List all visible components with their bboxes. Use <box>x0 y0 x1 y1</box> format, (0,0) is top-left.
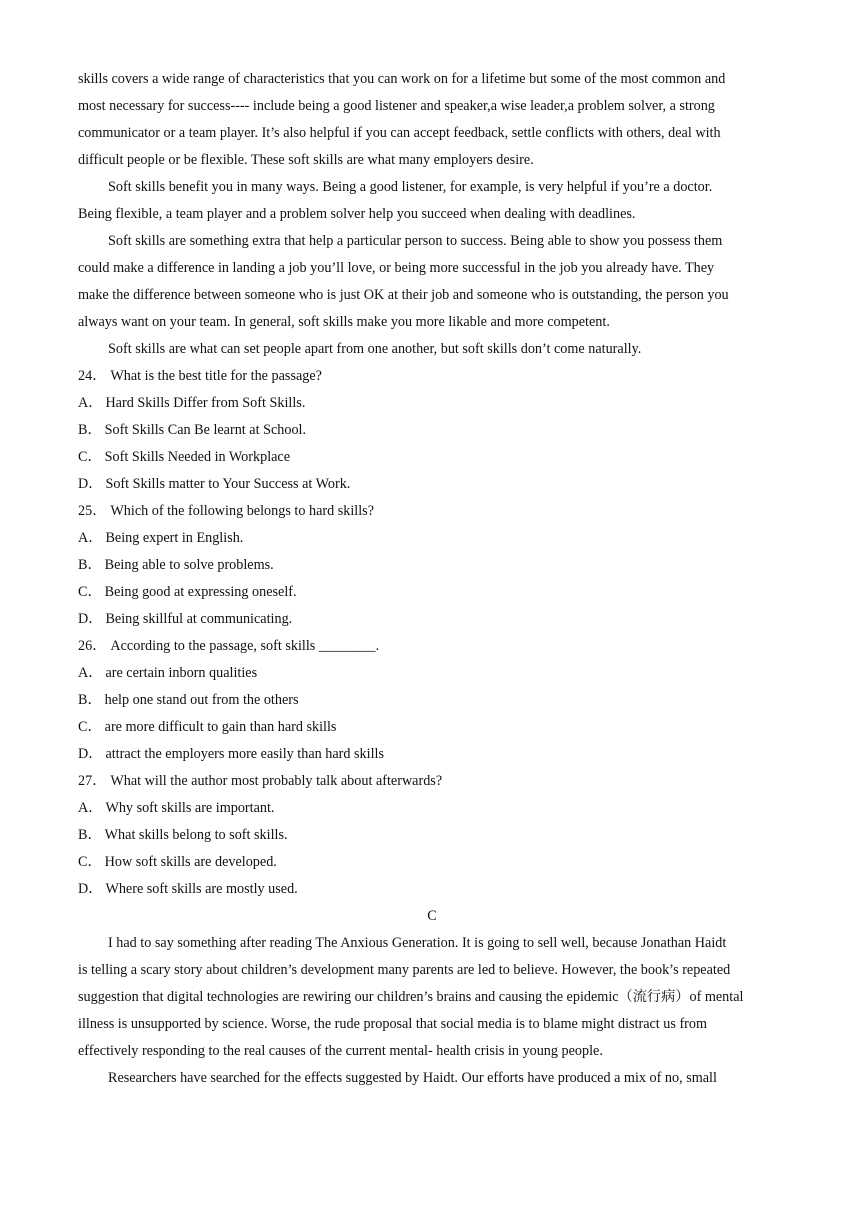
option-text: attract the employers more easily than hard skills <box>105 746 384 762</box>
question-block <box>78 363 786 498</box>
paragraph-line: make the difference between someone who is just OK at their job and someone who is outstanding, the person you <box>78 287 729 303</box>
option-text: help one stand out from the others <box>104 692 299 708</box>
option-text: Being good at expressing oneself. <box>104 584 297 600</box>
question-number: 27． <box>78 773 107 789</box>
question-block <box>78 498 786 633</box>
option-text: Being skillful at communicating. <box>105 611 293 627</box>
paragraph-line: Soft skills are what can set people apart from one another, but soft skills don’t come naturally. <box>108 341 642 357</box>
question-stem <box>78 498 786 525</box>
option-letter: D． <box>78 881 103 897</box>
option-letter: C． <box>78 584 102 600</box>
answer-option <box>78 660 786 687</box>
option-letter: B． <box>78 692 102 708</box>
option-letter: C． <box>78 854 102 870</box>
section-heading: C <box>427 908 437 924</box>
option-text: What skills belong to soft skills. <box>104 827 288 843</box>
question-block <box>78 633 786 768</box>
paragraph-line: I had to say something after reading The Anxious Generation. It is going to sell well, because Jonathan Haidt <box>108 935 727 951</box>
passage-b <box>78 66 786 363</box>
paragraph-line: communicator or a team player. It’s also helpful if you can accept feedback, settle conflicts with others, deal with <box>78 125 721 141</box>
paragraph-line: effectively responding to the real causes of the current mental- health crisis in young people. <box>78 1043 603 1059</box>
option-text: Being expert in English. <box>105 530 244 546</box>
answer-option <box>78 822 786 849</box>
question-text: According to the passage, soft skills ________. <box>110 638 380 654</box>
option-letter: A． <box>78 395 103 411</box>
option-text: are certain inborn qualities <box>105 665 258 681</box>
answer-option <box>78 579 786 606</box>
question-stem <box>78 363 786 390</box>
answer-option <box>78 849 786 876</box>
option-text: Why soft skills are important. <box>105 800 275 816</box>
paragraph-line: Soft skills are something extra that help a particular person to success. Being able to show you possess them <box>108 233 723 249</box>
option-letter: B． <box>78 422 102 438</box>
page-content <box>78 66 786 1092</box>
option-text: Soft Skills Can Be learnt at School. <box>104 422 307 438</box>
paragraph-line: always want on your team. In general, soft skills make you more likable and more competent. <box>78 314 610 330</box>
question-number: 25． <box>78 503 107 519</box>
answer-option <box>78 714 786 741</box>
answer-option <box>78 741 786 768</box>
paragraph-line: difficult people or be flexible. These soft skills are what many employers desire. <box>78 152 534 168</box>
option-letter: C． <box>78 719 102 735</box>
passage-c <box>78 930 786 1092</box>
option-letter: A． <box>78 530 103 546</box>
option-letter: D． <box>78 746 103 762</box>
question-text: What will the author most probably talk about afterwards? <box>110 773 443 789</box>
answer-option <box>78 417 786 444</box>
paragraph-line: skills covers a wide range of characteristics that you can work on for a lifetime but some of the most common and <box>78 71 726 87</box>
option-letter: A． <box>78 800 103 816</box>
answer-option <box>78 471 786 498</box>
question-text: Which of the following belongs to hard skills? <box>110 503 374 519</box>
option-text: Where soft skills are mostly used. <box>105 881 298 897</box>
option-letter: C． <box>78 449 102 465</box>
option-text: Soft Skills matter to Your Success at Work. <box>105 476 351 492</box>
question-block <box>78 768 786 903</box>
answer-option <box>78 525 786 552</box>
option-text: Hard Skills Differ from Soft Skills. <box>105 395 306 411</box>
paragraph-line: Being flexible, a team player and a problem solver help you succeed when dealing with deadlines. <box>78 206 636 222</box>
option-letter: A． <box>78 665 103 681</box>
paragraph-line: most necessary for success---- include being a good listener and speaker,a wise leader,a problem solver, a strong <box>78 98 715 114</box>
option-letter: B． <box>78 827 102 843</box>
answer-option <box>78 876 786 903</box>
option-letter: D． <box>78 476 103 492</box>
answer-option <box>78 552 786 579</box>
paragraph-line: Soft skills benefit you in many ways. Being a good listener, for example, is very helpful if you’re a doctor. <box>108 179 713 195</box>
option-text: How soft skills are developed. <box>104 854 277 870</box>
answer-option <box>78 390 786 417</box>
option-letter: B． <box>78 557 102 573</box>
answer-option <box>78 795 786 822</box>
answer-option <box>78 687 786 714</box>
paragraph-line: Researchers have searched for the effects suggested by Haidt. Our efforts have produced a mix of no, small <box>108 1070 717 1086</box>
paragraph-line: illness is unsupported by science. Worse, the rude proposal that social media is to blame might distract us from <box>78 1016 708 1032</box>
option-text: Soft Skills Needed in Workplace <box>104 449 291 465</box>
question-list <box>78 363 786 903</box>
option-text: Being able to solve problems. <box>104 557 274 573</box>
option-letter: D． <box>78 611 103 627</box>
question-number: 24． <box>78 368 107 384</box>
paragraph-line: suggestion that digital technologies are rewiring our children’s brains and causing the epidemic（流行病）of mental <box>78 989 744 1005</box>
question-number: 26． <box>78 638 107 654</box>
question-stem <box>78 768 786 795</box>
option-text: are more difficult to gain than hard skills <box>104 719 337 735</box>
question-text: What is the best title for the passage? <box>110 368 322 384</box>
paragraph-line: could make a difference in landing a job you’ll love, or being more successful in the job you already have. They <box>78 260 715 276</box>
question-stem <box>78 633 786 660</box>
paragraph-line: is telling a scary story about children’s development many parents are led to believe. However, the book’s repeated <box>78 962 731 978</box>
answer-option <box>78 606 786 633</box>
answer-option <box>78 444 786 471</box>
